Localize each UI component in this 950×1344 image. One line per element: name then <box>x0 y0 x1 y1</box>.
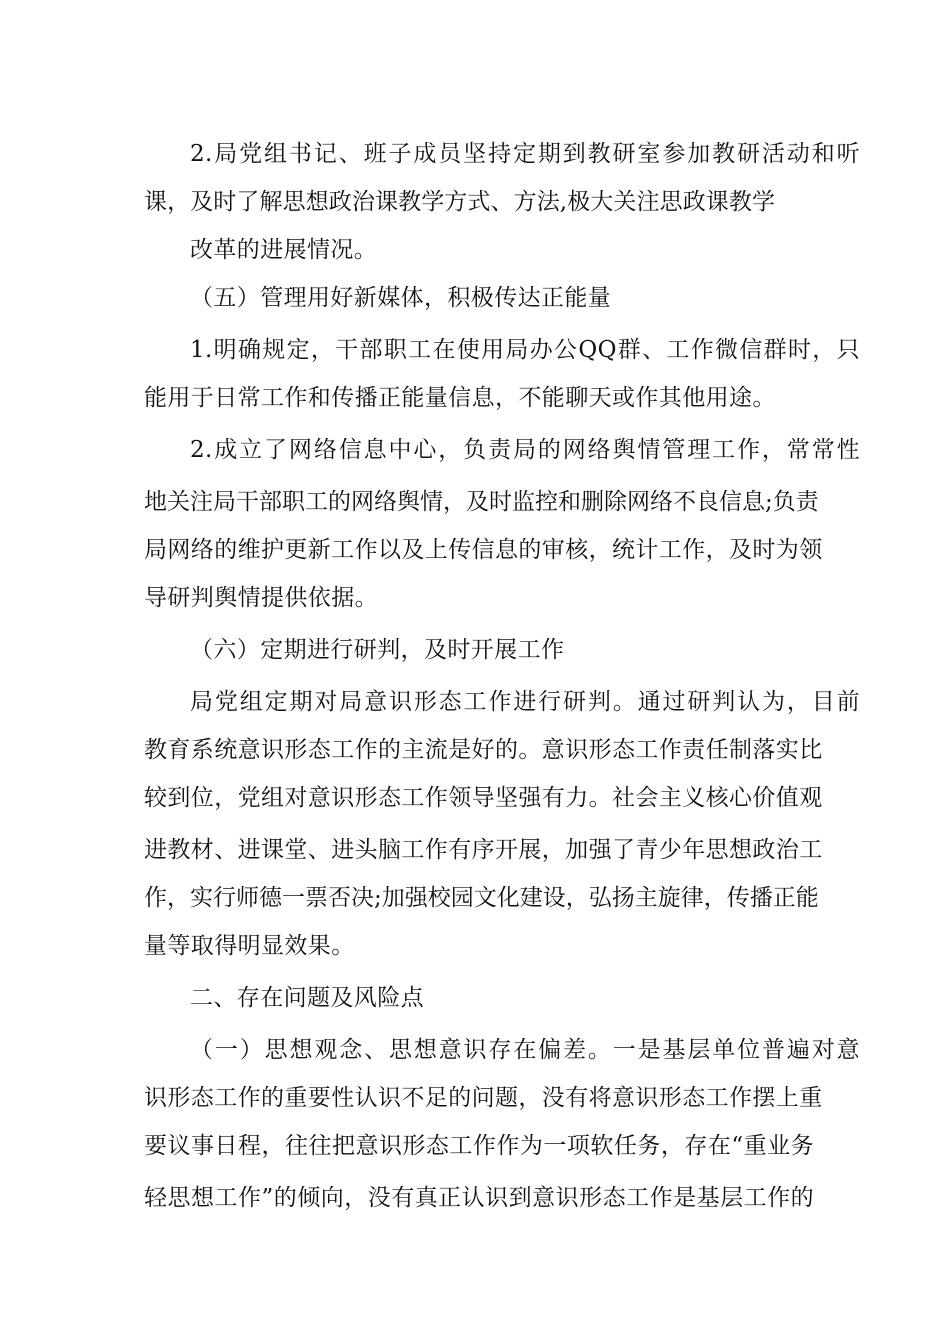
text-line: 改革的进展情况。 <box>190 237 378 263</box>
text-line: 能用于日常工作和传播正能量信息，不能聊天或作其他用途。 <box>144 385 776 411</box>
text-line: 较到位，党组对意识形态工作领导坚强有力。社会主义核心价值观 <box>144 785 823 811</box>
text-line: 作，实行师德一票否决;加强校园文化建设，弘扬主旋律，传播正能 <box>144 885 819 911</box>
text-line: 进教材、进课堂、进头脑工作有序开展，加强了青少年思想政治工 <box>144 837 823 863</box>
text-line: 课，及时了解思想政治课教学方式、方法,极大关注思政课教学 <box>144 189 776 215</box>
text-line: 量等取得明显效果。 <box>144 933 355 959</box>
text-line: （一）思想观念、思想意识存在偏差。一是基层单位普遍对意 <box>190 1037 860 1063</box>
section-heading: 二、存在问题及风险点 <box>190 985 424 1011</box>
section-heading: （五）管理用好新媒体，积极传达正能量 <box>190 285 612 311</box>
text-line: 轻思想工作”的倾向，没有真正认识到意识形态工作是基层工作的 <box>144 1185 814 1211</box>
text-line: 导研判舆情提供依据。 <box>144 585 378 611</box>
text-line: 2.局党组书记、班子成员坚持定期到教研室参加教研活动和听 <box>190 141 860 167</box>
text-line: 识形态工作的重要性认识不足的问题，没有将意识形态工作摆上重 <box>144 1085 823 1111</box>
text-line: 教育系统意识形态工作的主流是好的。意识形态工作责任制落实比 <box>144 737 823 763</box>
text-line: 地关注局干部职工的网络舆情，及时监控和删除网络不良信息;负责 <box>144 489 819 515</box>
section-heading: （六）定期进行研判，及时开展工作 <box>190 637 565 663</box>
text-line: 局网络的维护更新工作以及上传信息的审核，统计工作，及时为领 <box>144 537 823 563</box>
text-line: 局党组定期对局意识形态工作进行研判。通过研判认为，目前 <box>190 689 860 715</box>
text-line: 2.成立了网络信息中心，负责局的网络舆情管理工作，常常性 <box>190 437 860 463</box>
text-line: 要议事日程，往往把意识形态工作作为一项软任务，存在“重业务 <box>144 1133 814 1159</box>
text-line: 1.明确规定，干部职工在使用局办公QQ群、工作微信群时，只 <box>190 337 860 363</box>
